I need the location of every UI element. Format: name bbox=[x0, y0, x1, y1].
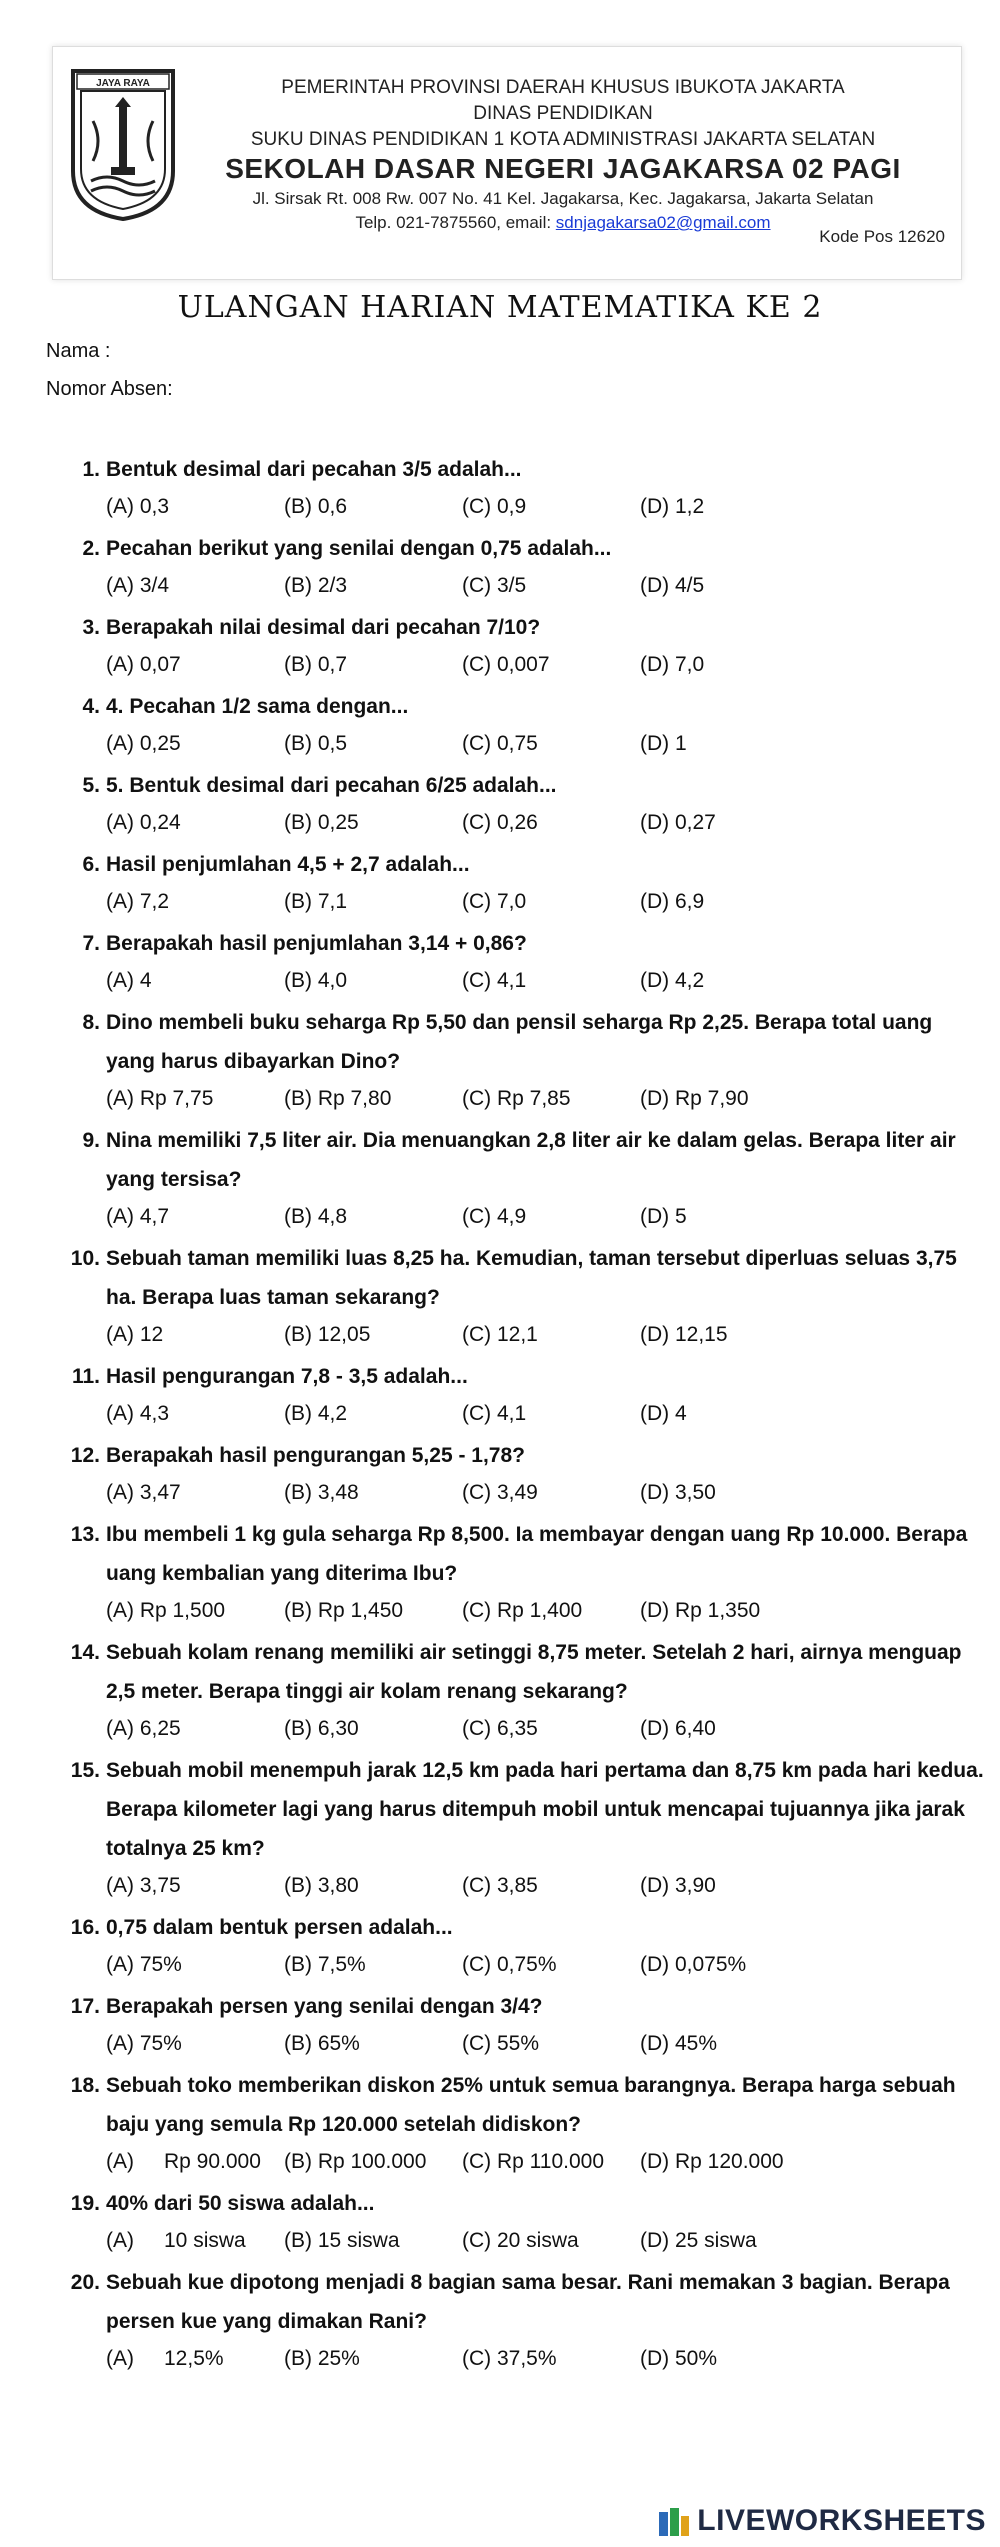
answer-option[interactable]: (C) Rp 110.000 bbox=[462, 2150, 605, 2173]
answer-option[interactable]: (A) 3/4 bbox=[106, 574, 170, 597]
question-11 bbox=[0, 1357, 986, 1396]
answer-option[interactable]: (C) 6,35 bbox=[462, 1717, 538, 1740]
answer-options bbox=[0, 1475, 1000, 1515]
answer-option[interactable]: (C) 0,75% bbox=[462, 1953, 557, 1976]
question-text: Sebuah mobil menempuh jarak 12,5 km pada hari pertama dan 8,75 km pada hari kedua. Berapa kilometer lagi yang harus ditempuh mobil untuk mencapai tujuannya jika jarak totalnya 25 km? bbox=[106, 1759, 984, 1860]
page-title: ULANGAN HARIAN MATEMATIKA KE 2 bbox=[177, 290, 823, 325]
answer-option[interactable]: (D) 1,2 bbox=[640, 495, 705, 518]
answer-option[interactable]: (C) 3,49 bbox=[462, 1481, 538, 1504]
answer-option[interactable]: (A) 7,2 bbox=[106, 890, 170, 913]
answer-options bbox=[0, 1947, 1000, 1987]
answer-option[interactable]: (A) 12 bbox=[106, 1323, 164, 1346]
question-number: 11. bbox=[71, 1365, 100, 1388]
question-number: 19. bbox=[70, 2192, 100, 2215]
answer-option[interactable]: (B) 6,30 bbox=[284, 1717, 359, 1740]
answer-option[interactable]: (D) 6,9 bbox=[640, 890, 705, 913]
question-number: 1. bbox=[82, 458, 100, 481]
answer-option[interactable]: (C) 0,75 bbox=[462, 732, 538, 755]
question-number: 9. bbox=[82, 1129, 100, 1152]
answer-option[interactable]: (A) bbox=[106, 2229, 134, 2252]
answer-option[interactable]: (C) 7,0 bbox=[462, 890, 527, 913]
question-text: Sebuah taman memiliki luas 8,25 ha. Kemudian, taman tersebut diperluas seluas 3,75 ha. Berapa luas taman sekarang? bbox=[106, 1247, 957, 1309]
question-7 bbox=[0, 924, 986, 963]
question-2 bbox=[0, 529, 986, 568]
question-4 bbox=[0, 687, 986, 726]
question-number: 18. bbox=[70, 2074, 100, 2097]
answer-option[interactable]: (D) 6,40 bbox=[640, 1717, 716, 1740]
answer-option[interactable]: (B) Rp 100.000 bbox=[284, 2150, 427, 2173]
answer-option[interactable]: (A) 3,75 bbox=[106, 1874, 181, 1897]
question-13 bbox=[0, 1515, 986, 1593]
answer-options bbox=[0, 1081, 1000, 1121]
question-text: 4. Pecahan 1/2 sama dengan... bbox=[106, 695, 409, 718]
answer-option[interactable]: (C) 20 siswa bbox=[462, 2229, 579, 2252]
question-text: Dino membeli buku seharga Rp 5,50 dan pensil seharga Rp 2,25. Berapa total uang yang harus dibayarkan Dino? bbox=[106, 1011, 933, 1073]
question-number: 14. bbox=[70, 1641, 100, 1664]
answer-option[interactable]: (D) Rp 120.000 bbox=[640, 2150, 784, 2173]
answer-option[interactable]: (D) 3,50 bbox=[640, 1481, 716, 1504]
question-number: 12. bbox=[70, 1444, 100, 1467]
answer-option[interactable]: (B) 0,7 bbox=[284, 653, 348, 676]
question-number: 4. bbox=[82, 695, 100, 718]
answer-option[interactable]: (B) 25% bbox=[284, 2347, 360, 2370]
letterhead-subdepartment: SUKU DINAS PENDIDIKAN 1 KOTA ADMINISTRASI JAKARTA SELATAN bbox=[250, 129, 876, 150]
answer-options bbox=[0, 726, 1000, 766]
answer-option[interactable]: (B) 15 siswa bbox=[284, 2229, 400, 2252]
answer-option[interactable]: (C) Rp 1,400 bbox=[462, 1599, 583, 1622]
question-text: Hasil penjumlahan 4,5 + 2,7 adalah... bbox=[106, 853, 470, 876]
answer-option[interactable]: (B) 7,1 bbox=[284, 890, 348, 913]
answer-option[interactable]: (D) 0,27 bbox=[640, 811, 716, 834]
question-text: Sebuah kue dipotong menjadi 8 bagian sama besar. Rani memakan 3 bagian. Berapa persen kue yang dimakan Rani? bbox=[106, 2271, 950, 2333]
question-number: 5. bbox=[82, 774, 100, 797]
question-5 bbox=[0, 766, 986, 805]
answer-option[interactable]: (A) 6,25 bbox=[106, 1717, 181, 1740]
answer-option[interactable]: (C) 3/5 bbox=[462, 574, 527, 597]
answer-option[interactable]: (D) Rp 7,90 bbox=[640, 1087, 749, 1110]
answer-option[interactable]: (D) 4,2 bbox=[640, 969, 705, 992]
letterhead-department: DINAS PENDIDIKAN bbox=[473, 103, 653, 124]
answer-option[interactable]: (A) 0,24 bbox=[106, 811, 181, 834]
answer-option[interactable]: (B) 65% bbox=[284, 2032, 360, 2055]
question-6 bbox=[0, 845, 986, 884]
question-12 bbox=[0, 1436, 986, 1475]
answer-option[interactable]: (C) 37,5% bbox=[462, 2347, 557, 2370]
answer-option[interactable]: (D) 7,0 bbox=[640, 653, 705, 676]
answer-options bbox=[0, 2144, 1000, 2184]
letterhead-school-name: SEKOLAH DASAR NEGERI JAGAKARSA 02 PAGI bbox=[225, 153, 901, 184]
question-number: 15. bbox=[70, 1759, 100, 1782]
answer-options bbox=[0, 1868, 1000, 1908]
logo-motto: JAYA RAYA bbox=[96, 78, 150, 89]
answer-option[interactable]: (C) 3,85 bbox=[462, 1874, 538, 1897]
question-8 bbox=[0, 1003, 986, 1081]
answer-option[interactable]: (B) Rp 1,450 bbox=[284, 1599, 404, 1622]
answer-options bbox=[0, 2341, 1000, 2381]
answer-option[interactable]: (A) 75% bbox=[106, 1953, 182, 1976]
letterhead-government: PEMERINTAH PROVINSI DAERAH KHUSUS IBUKOTA JAKARTA bbox=[281, 77, 845, 98]
answer-options bbox=[0, 884, 1000, 924]
question-number: 6. bbox=[82, 853, 100, 876]
jakarta-crest-logo bbox=[63, 61, 183, 223]
answer-option[interactable]: (A) 0,07 bbox=[106, 653, 181, 676]
question-text: Berapakah hasil pengurangan 5,25 - 1,78? bbox=[106, 1444, 525, 1467]
answer-option[interactable]: (A) 0,3 bbox=[106, 495, 170, 518]
answer-option[interactable]: (A) Rp 1,500 bbox=[106, 1599, 226, 1622]
answer-option[interactable]: (C) 4,9 bbox=[462, 1205, 527, 1228]
answer-option[interactable]: (B) 3,48 bbox=[284, 1481, 359, 1504]
question-16 bbox=[0, 1908, 986, 1947]
answer-option[interactable]: (C) 0,26 bbox=[462, 811, 538, 834]
answer-option[interactable]: (B) 3,80 bbox=[284, 1874, 359, 1897]
question-14 bbox=[0, 1633, 986, 1711]
question-18 bbox=[0, 2066, 986, 2144]
question-17 bbox=[0, 1987, 986, 2026]
question-number: 20. bbox=[70, 2271, 100, 2294]
answer-option[interactable]: (A) 4,3 bbox=[106, 1402, 170, 1425]
answer-option[interactable]: 10 siswa bbox=[164, 2229, 246, 2252]
answer-options bbox=[0, 1396, 1000, 1436]
answer-option[interactable]: 12,5% bbox=[164, 2347, 224, 2370]
answer-option[interactable]: (D) 12,15 bbox=[640, 1323, 728, 1346]
question-text: Ibu membeli 1 kg gula seharga Rp 8,500. Ia membayar dengan uang Rp 10.000. Berapa uang kembalian yang diterima Ibu? bbox=[106, 1523, 968, 1585]
question-text: Bentuk desimal dari pecahan 3/5 adalah... bbox=[106, 458, 522, 481]
question-9 bbox=[0, 1121, 986, 1199]
question-text: Pecahan berikut yang senilai dengan 0,75 adalah... bbox=[106, 537, 612, 560]
answer-option[interactable]: (C) 12,1 bbox=[462, 1323, 538, 1346]
answer-option[interactable]: (D) 50% bbox=[640, 2347, 718, 2370]
answer-option[interactable]: (B) 0,25 bbox=[284, 811, 359, 834]
answer-options bbox=[0, 1317, 1000, 1357]
liveworksheets-logo bbox=[657, 2504, 986, 2538]
answer-option[interactable]: (D) Rp 1,350 bbox=[640, 1599, 761, 1622]
answer-option[interactable]: (D) 45% bbox=[640, 2032, 718, 2055]
absence-number-label: Nomor Absen: bbox=[46, 378, 173, 400]
question-number: 10. bbox=[70, 1247, 100, 1270]
answer-option[interactable]: (D) 25 siswa bbox=[640, 2229, 757, 2252]
question-number: 7. bbox=[82, 932, 100, 955]
answer-option[interactable]: (B) 4,2 bbox=[284, 1402, 348, 1425]
question-text: Berapakah nilai desimal dari pecahan 7/10? bbox=[106, 616, 541, 639]
answer-options bbox=[0, 2223, 1000, 2263]
answer-option[interactable]: (B) 12,05 bbox=[284, 1323, 371, 1346]
answer-options bbox=[0, 2026, 1000, 2066]
answer-option[interactable]: (D) 1 bbox=[640, 732, 687, 755]
answer-option[interactable]: (C) 0,9 bbox=[462, 495, 527, 518]
question-15 bbox=[0, 1751, 986, 1868]
answer-option[interactable]: (B) 4,0 bbox=[284, 969, 348, 992]
answer-option[interactable]: (A) 75% bbox=[106, 2032, 182, 2055]
answer-option[interactable]: (A) 4,7 bbox=[106, 1205, 170, 1228]
answer-options bbox=[0, 1711, 1000, 1751]
question-1 bbox=[0, 450, 986, 489]
answer-option[interactable]: (B) 2/3 bbox=[284, 574, 348, 597]
answer-option[interactable]: (D) 4/5 bbox=[640, 574, 705, 597]
question-text: Berapakah hasil penjumlahan 3,14 + 0,86? bbox=[106, 932, 527, 955]
answer-option[interactable]: (C) 4,1 bbox=[462, 1402, 527, 1425]
answer-option[interactable]: (C) 4,1 bbox=[462, 969, 527, 992]
answer-option[interactable]: (B) Rp 7,80 bbox=[284, 1087, 392, 1110]
answer-option[interactable]: (B) 7,5% bbox=[284, 1953, 366, 1976]
answer-option[interactable]: (D) 0,075% bbox=[640, 1953, 747, 1976]
question-list bbox=[0, 450, 1000, 2381]
liveworksheets-wordmark: LIVEWORKSHEETS bbox=[697, 2504, 986, 2537]
answer-options bbox=[0, 963, 1000, 1003]
question-number: 17. bbox=[70, 1995, 100, 2018]
answer-option[interactable]: Rp 90.000 bbox=[164, 2150, 261, 2173]
question-text: Sebuah kolam renang memiliki air setinggi 8,75 meter. Setelah 2 hari, airnya menguap 2,5 meter. Berapa tinggi air kolam renang sekarang? bbox=[106, 1641, 962, 1703]
answer-option[interactable]: (D) 3,90 bbox=[640, 1874, 716, 1897]
answer-options bbox=[0, 1199, 1000, 1239]
answer-option[interactable]: (A) 4 bbox=[106, 969, 152, 992]
answer-options bbox=[0, 1593, 1000, 1633]
answer-option[interactable]: (A) Rp 7,75 bbox=[106, 1087, 214, 1110]
question-20 bbox=[0, 2263, 986, 2341]
question-number: 16. bbox=[70, 1916, 100, 1939]
question-text: 5. Bentuk desimal dari pecahan 6/25 adalah... bbox=[106, 774, 557, 797]
question-number: 2. bbox=[82, 537, 100, 560]
answer-option[interactable]: (D) 5 bbox=[640, 1205, 687, 1228]
contact-phone: Telp. 021-7875560, email: bbox=[355, 213, 556, 232]
question-text: Sebuah toko memberikan diskon 25% untuk semua barangnya. Berapa harga sebuah baju yang semula Rp 120.000 setelah didiskon? bbox=[106, 2074, 956, 2136]
question-3 bbox=[0, 608, 986, 647]
liveworksheets-icon bbox=[657, 2504, 691, 2538]
letterhead-address: Jl. Sirsak Rt. 008 Rw. 007 No. 41 Kel. Jagakarsa, Kec. Jagakarsa, Jakarta Selatan bbox=[252, 189, 874, 208]
question-text: Berapakah persen yang senilai dengan 3/4? bbox=[106, 1995, 543, 2018]
answer-option[interactable]: (B) 4,8 bbox=[284, 1205, 348, 1228]
name-field-label: Nama : bbox=[46, 340, 111, 362]
question-number: 8. bbox=[82, 1011, 100, 1034]
answer-option[interactable]: (B) 0,5 bbox=[284, 732, 348, 755]
question-text: Hasil pengurangan 7,8 - 3,5 adalah... bbox=[106, 1365, 468, 1388]
answer-option[interactable]: (B) 0,6 bbox=[284, 495, 348, 518]
answer-option[interactable]: (C) 55% bbox=[462, 2032, 540, 2055]
question-number: 3. bbox=[82, 616, 100, 639]
question-10 bbox=[0, 1239, 986, 1317]
postal-code: Kode Pos 12620 bbox=[819, 227, 945, 246]
answer-option[interactable]: (A) 3,47 bbox=[106, 1481, 181, 1504]
question-number: 13. bbox=[70, 1523, 100, 1546]
question-text: 0,75 dalam bentuk persen adalah... bbox=[106, 1916, 453, 1939]
answer-option[interactable]: (A) bbox=[106, 2347, 134, 2370]
answer-options bbox=[0, 647, 1000, 687]
answer-option[interactable]: (A) bbox=[106, 2150, 134, 2173]
question-text: Nina memiliki 7,5 liter air. Dia menuangkan 2,8 liter air ke dalam gelas. Berapa liter air yang tersisa? bbox=[106, 1129, 956, 1191]
answer-options bbox=[0, 489, 1000, 529]
answer-option[interactable]: (D) 4 bbox=[640, 1402, 687, 1425]
answer-option[interactable]: (A) 0,25 bbox=[106, 732, 181, 755]
answer-option[interactable]: (C) 0,007 bbox=[462, 653, 550, 676]
question-text: 40% dari 50 siswa adalah... bbox=[106, 2192, 375, 2215]
question-19 bbox=[0, 2184, 986, 2223]
answer-option[interactable]: (C) Rp 7,85 bbox=[462, 1087, 571, 1110]
answer-options bbox=[0, 805, 1000, 845]
email-link[interactable]: sdnjagakarsa02@gmail.com bbox=[555, 213, 771, 232]
letterhead bbox=[52, 46, 962, 280]
answer-options bbox=[0, 568, 1000, 608]
